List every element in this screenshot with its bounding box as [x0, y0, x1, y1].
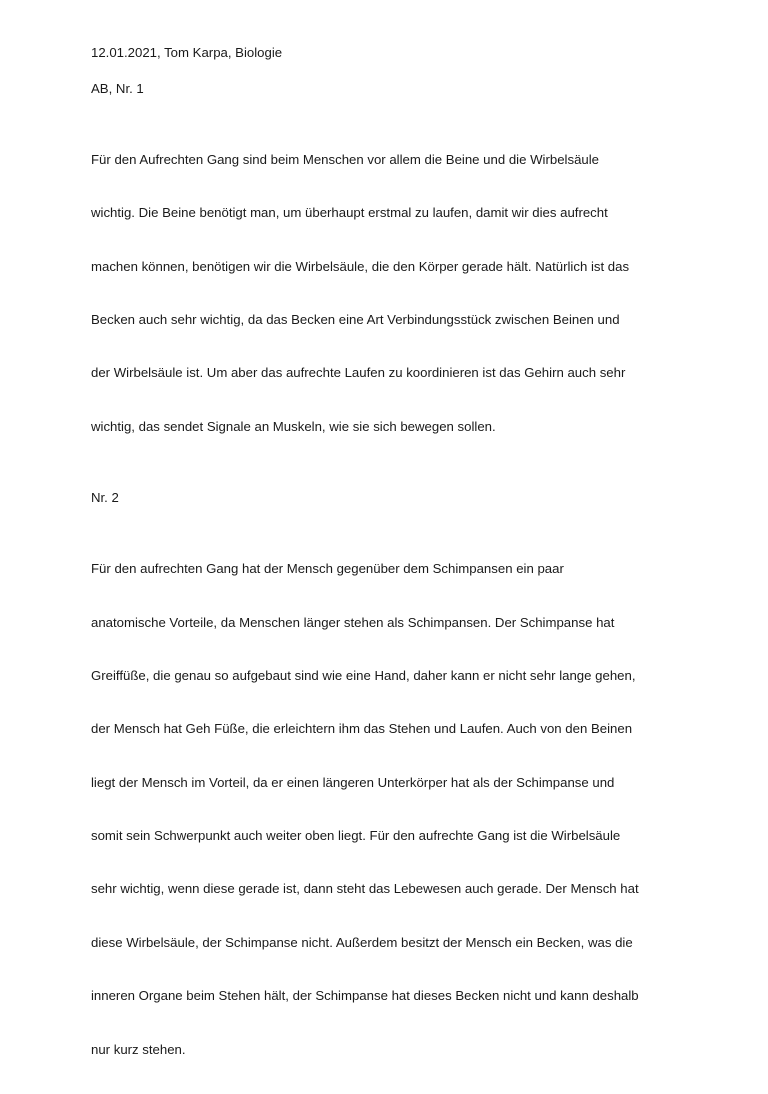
paragraph-line: diese Wirbelsäule, der Schimpanse nicht. Außerdem besitzt der Mensch ein Becken, was die: [91, 934, 633, 950]
paragraph-line: anatomische Vorteile, da Menschen länger stehen als Schimpansen. Der Schimpanse hat: [91, 614, 615, 630]
paragraph-line: der Mensch hat Geh Füße, die erleichtern ihm das Stehen und Laufen. Auch von den Beinen: [91, 721, 633, 737]
meta-line: 12.01.2021, Tom Karpa, Biologie: [91, 45, 283, 60]
paragraph-line: liegt der Mensch im Vorteil, da er einen längeren Unterkörper hat als der Schimpanse und: [91, 774, 615, 790]
paragraph-2: [91, 525, 678, 1094]
paragraph-line: nur kurz stehen.: [91, 1041, 186, 1057]
paragraph-line: somit sein Schwerpunkt auch weiter oben liegt. Für den aufrechte Gang ist die Wirbelsäule: [91, 828, 621, 844]
paragraph-1: [91, 115, 678, 471]
paragraph-line: Becken auch sehr wichtig, da das Becken eine Art Verbindungsstück zwischen Beinen und: [91, 311, 620, 327]
section-heading-2: Nr. 2: [91, 489, 119, 505]
paragraph-line: der Wirbelsäule ist. Um aber das aufrechte Laufen zu koordinieren ist das Gehirn auch sehr: [91, 365, 626, 381]
paragraph-line: Für den aufrechten Gang hat der Mensch gegenüber dem Schimpansen ein paar: [91, 561, 564, 577]
paragraph-line: inneren Organe beim Stehen hält, der Schimpanse hat dieses Becken nicht und kann deshalb: [91, 988, 639, 1004]
paragraph-line: sehr wichtig, wenn diese gerade ist, dann steht das Lebewesen auch gerade. Der Mensch hat: [91, 881, 639, 897]
paragraph-line: wichtig. Die Beine benötigt man, um überhaupt erstmal zu laufen, damit wir dies aufrecht: [91, 205, 608, 221]
section-heading-1: AB, Nr. 1: [91, 80, 144, 96]
paragraph-line: Für den Aufrechten Gang sind beim Menschen vor allem die Beine und die Wirbelsäule: [91, 151, 600, 167]
paragraph-line: wichtig, das sendet Signale an Muskeln, wie sie sich bewegen sollen.: [91, 418, 496, 434]
paragraph-line: machen können, benötigen wir die Wirbelsäule, die den Körper gerade hält. Natürlich ist das: [91, 258, 630, 274]
paragraph-line: Greiffüße, die genau so aufgebaut sind wie eine Hand, daher kann er nicht sehr lange gehen,: [91, 667, 636, 683]
